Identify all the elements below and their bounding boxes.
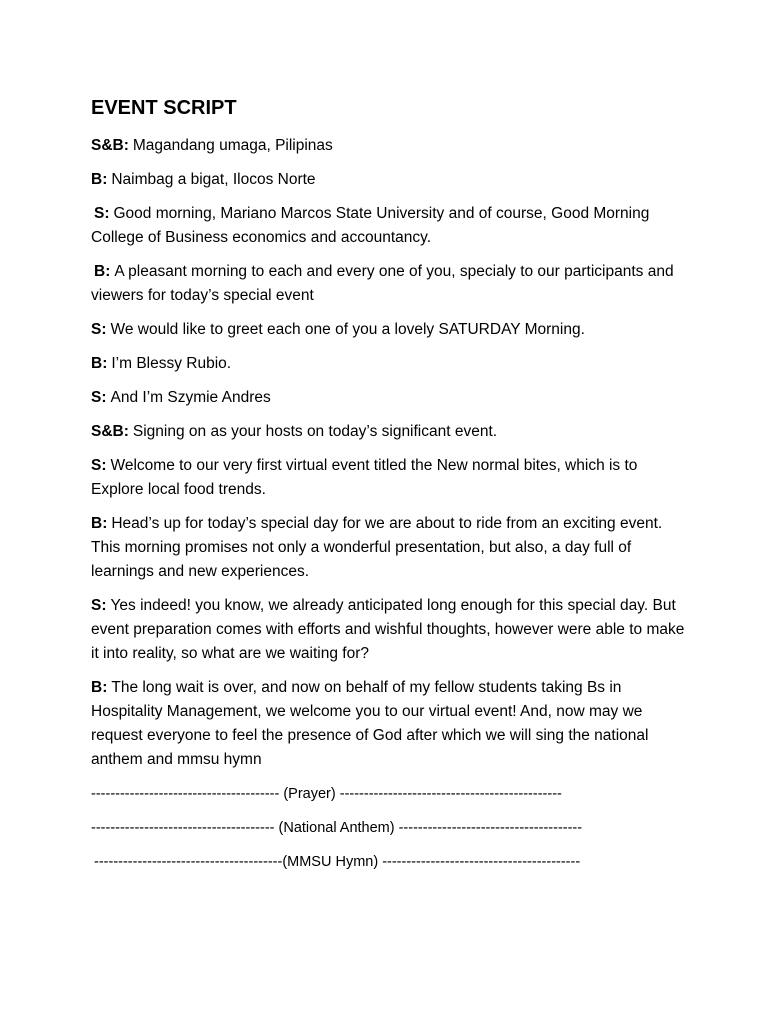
line-text: I’m Blessy Rubio.	[111, 355, 232, 372]
script-line	[91, 420, 691, 444]
line-text: Yes indeed! you know, we already anticipated long enough for this special day. But event preparation comes with efforts and wishful thoughts, however were able to make it into reality, so what are we waiting for?	[91, 597, 685, 662]
speaker-label: B:	[91, 679, 108, 696]
line-text: Signing on as your hosts on today’s significant event.	[132, 423, 498, 440]
speaker-label: B:	[94, 263, 111, 280]
speaker-label: S:	[91, 457, 107, 474]
line-text: Head’s up for today’s special day for we are about to ride from an exciting event. This morning promises not only a wonderful presentation, but also, a day full of learnings and new experiences.	[91, 515, 663, 580]
speaker-label: S:	[91, 597, 107, 614]
script-line	[91, 168, 691, 192]
line-text: Welcome to our very first virtual event titled the New normal bites, which is to Explore local food trends.	[91, 457, 638, 498]
program-divider: --------------------------------------- (Prayer) ----------------------------------------------	[91, 786, 562, 802]
line-text: Naimbag a bigat, Ilocos Norte	[111, 171, 316, 188]
line-text: Good morning, Mariano Marcos State University and of course, Good Morning College of Business economics and accountancy.	[91, 205, 650, 246]
line-text: A pleasant morning to each and every one of you, specialy to our participants and viewers for today’s special event	[91, 263, 674, 304]
speaker-label: S&B:	[91, 423, 129, 440]
script-line	[91, 318, 691, 342]
document-page	[91, 96, 691, 884]
script-line	[91, 512, 691, 584]
speaker-label: S:	[94, 205, 110, 222]
script-line	[91, 454, 691, 502]
script-line	[91, 260, 691, 308]
speaker-label: S&B:	[91, 137, 129, 154]
line-text: And I’m Szymie Andres	[110, 389, 271, 406]
document-title: EVENT SCRIPT	[91, 97, 237, 119]
speaker-label: S:	[91, 321, 107, 338]
speaker-label: B:	[91, 171, 108, 188]
speaker-label: B:	[91, 515, 108, 532]
line-text: The long wait is over, and now on behalf of my fellow students taking Bs in Hospitality Management, we welcome you to our virtual event! And, now may we request everyone to feel the presence of God after which we will sing the national anthem and mmsu hymn	[91, 679, 649, 768]
program-dividers	[91, 782, 691, 874]
speaker-label: B:	[91, 355, 108, 372]
line-text: Magandang umaga, Pilipinas	[132, 137, 333, 154]
program-divider: -------------------------------------- (National Anthem) --------------------------------------	[91, 820, 583, 836]
line-text: We would like to greet each one of you a lovely SATURDAY Morning.	[110, 321, 585, 338]
script-line	[91, 134, 691, 158]
script-line	[91, 386, 691, 410]
script-body	[91, 134, 691, 772]
script-line	[91, 202, 691, 250]
script-line	[91, 676, 691, 772]
script-line	[91, 352, 691, 376]
speaker-label: S:	[91, 389, 107, 406]
script-line	[91, 594, 691, 666]
program-divider: ---------------------------------------(MMSU Hymn) -----------------------------------------	[94, 854, 581, 870]
